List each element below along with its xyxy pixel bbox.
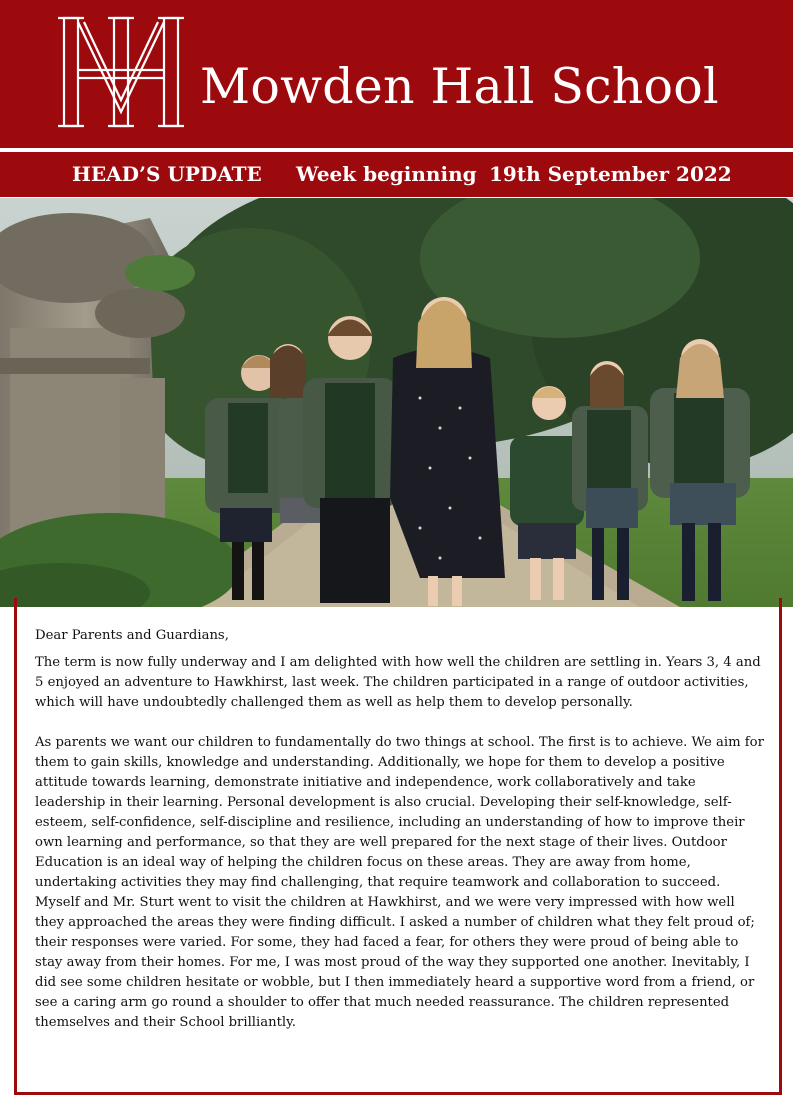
school-photo [0, 198, 793, 607]
week-date: 19th September 2022 [489, 162, 732, 186]
school-monogram-logo [56, 12, 186, 132]
letter-paragraph: The term is now fully underway and I am delighted with how well the children are settling in. Years 3, 4 and 5 enjoyed an adventure to Hawkhirst, last week. The children participated in a range of outdoor activities, which will have undoubtedly challenged them as well as help them to develop personally. [35, 655, 761, 710]
school-name: Mowden Hall School [200, 58, 719, 115]
update-label: HEAD’S UPDATE [72, 162, 262, 186]
update-bar [0, 152, 793, 197]
letter-greeting: Dear Parents and Guardians, [35, 628, 229, 643]
week-label: Week beginning [296, 162, 477, 186]
header-banner [0, 0, 793, 148]
letter-body [35, 626, 765, 1053]
letter-paragraph: As parents we want our children to fundamentally do two things at school. The first is to achieve. We aim for them to gain skills, knowledge and understanding. Additionally, we hope for them to develop a positive attitude towards learning, demonstrate initiative and independence, work collaboratively and take leadership in their learning. Personal development is also crucial. Developing their self-knowledge, self-esteem, self-confidence, self-discipline and resilience, including an understanding of how to improve their own learning and performance, so that they are well prepared for the next stage of their lives. Outdoor Education is an ideal way of helping the children focus on these areas. They are away from home, undertaking activities they may find challenging, that require teamwork and collaboration to succeed. Myself and Mr. Sturt went to visit the children at Hawkhirst, and we were very impressed with how well they approached the areas they were finding difficult. I asked a number of children what they felt proud of; their responses were varied. For some, they had faced a fear, for others they were proud of being able to stay away from their homes. For me, I was most proud of the way they supported one another. Inevitably, I did see some children hesitate or wobble, but I then immediately heard a supportive word from a friend, or see a caring arm go round a shoulder to offer that much needed reassurance. The children represented themselves and their School brilliantly. [35, 735, 764, 1030]
